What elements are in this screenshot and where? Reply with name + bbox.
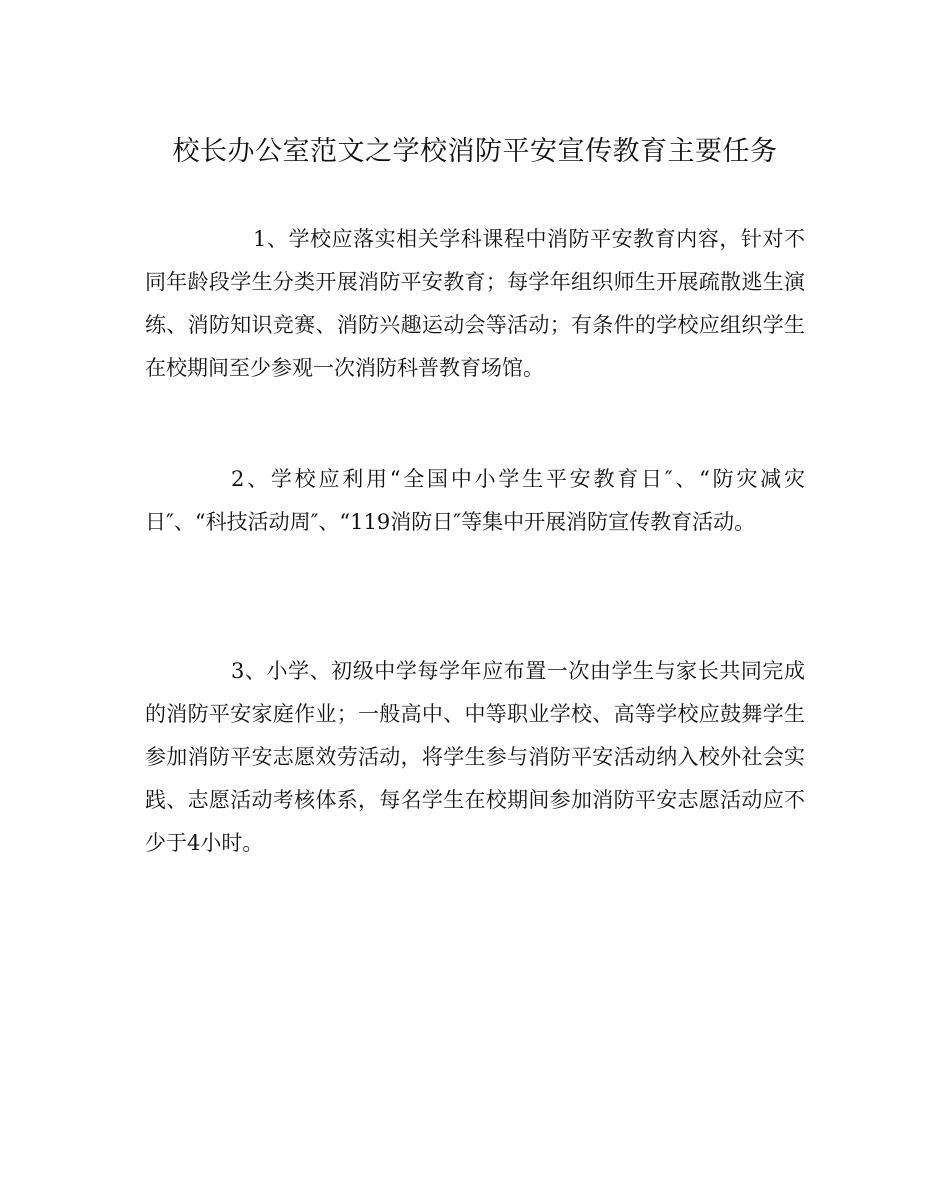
page-title: 校长办公室范文之学校消防平安宣传教育主要任务 xyxy=(172,136,778,167)
paragraph-1: 1、学校应落实相关学科课程中消防平安教育内容，针对不同年龄段学生分类开展消防平安教育；每学年组织师生开展疏散逃生演练、消防知识竞赛、消防兴趣运动会等活动；有条件的学校应组织学生在校期间至少参观一次消防科普教育场馆。 xyxy=(145,227,805,380)
paragraph-2: 2、学校应利用“全国中小学生平安教育日″、“防灾减灾日″、“科技活动周″、“119消防日″等集中开展消防宣传教育活动。 xyxy=(145,467,805,534)
paragraph-3: 3、小学、初级中学每学年应布置一次由学生与家长共同完成的消防平安家庭作业；一般高中、中等职业学校、高等学校应鼓舞学生参加消防平安志愿效劳活动，将学生参与消防平安活动纳入校外社会实践、志愿活动考核体系，每名学生在校期间参加消防平安志愿活动应不少于4小时。 xyxy=(145,659,805,855)
